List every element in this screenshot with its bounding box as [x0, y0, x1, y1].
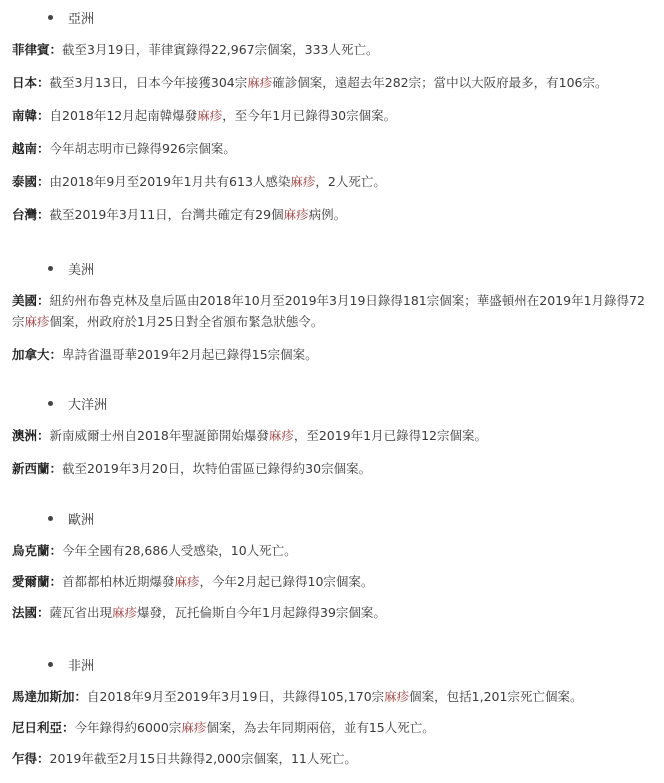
- region-section: [12, 653, 654, 769]
- country-name: 澳洲：: [12, 428, 50, 443]
- country-entry: [12, 290, 654, 332]
- entry-text: 今年全國有28,686人受感染，10人死亡。: [62, 543, 297, 558]
- region-title: 亞洲: [68, 11, 95, 27]
- region-title: 歐洲: [68, 512, 95, 528]
- entry-text: 紐約州布魯克林及皇后區由2018年10月至2019年3月19日錄得181宗個案；華盛頓州在2019年1月錄得72宗: [12, 293, 645, 329]
- entry-text: 個案，包括1,201宗死亡個案。: [409, 689, 583, 704]
- entry-text: ，今年2月起已錄得10宗個案。: [199, 574, 374, 589]
- country-name: 尼日利亞：: [12, 720, 75, 735]
- highlight-keyword: 麻疹: [24, 314, 50, 329]
- highlight-keyword: 麻疹: [290, 174, 316, 189]
- region-heading: [12, 653, 654, 675]
- entry-text: 病例。: [308, 207, 347, 222]
- country-name: 日本：: [12, 75, 50, 90]
- country-entry: [12, 171, 654, 192]
- region-title: 非洲: [68, 658, 95, 674]
- entry-text: 個案，為去年同期兩倍，並有15人死亡。: [206, 720, 435, 735]
- country-name: 新西蘭：: [12, 461, 63, 476]
- entry-text: 截至3月13日，日本今年接獲304宗: [49, 75, 248, 90]
- region-section: [12, 392, 654, 479]
- entry-text: 自2018年12月起南韓爆發: [49, 108, 198, 123]
- bullet-icon: [48, 15, 53, 20]
- country-entry: [12, 344, 654, 365]
- country-entry: [12, 105, 654, 126]
- country-entry: [12, 686, 654, 707]
- country-name: 乍得：: [12, 751, 50, 766]
- region-section: [12, 257, 654, 365]
- country-name: 南韓：: [12, 108, 50, 123]
- bullet-icon: [48, 266, 53, 271]
- entry-text: 薩瓦省出現: [49, 605, 113, 620]
- entry-text: 新南威爾士州自2018年聖誕節開始爆發: [49, 428, 269, 443]
- country-entry: [12, 571, 654, 592]
- region-section: [12, 507, 654, 623]
- country-entry: [12, 458, 654, 479]
- country-entry: [12, 72, 654, 93]
- entry-text: 截至2019年3月11日，台灣共確定有29個: [49, 207, 284, 222]
- bullet-icon: [48, 516, 53, 521]
- country-name: 馬達加斯加：: [12, 689, 88, 704]
- entry-text: 卑詩省溫哥華2019年2月起已錄得15宗個案。: [62, 347, 318, 362]
- country-entry: [12, 204, 654, 225]
- region-heading: [12, 257, 654, 279]
- region-heading: [12, 392, 654, 414]
- region-heading: [12, 507, 654, 529]
- country-name: 加拿大：: [12, 347, 63, 362]
- entry-text: 2019年截至2月15日共錄得2,000宗個案，11人死亡。: [49, 751, 357, 766]
- highlight-keyword: 麻疹: [197, 108, 223, 123]
- entry-text: ，至今年1月已錄得30宗個案。: [222, 108, 397, 123]
- country-entry: [12, 717, 654, 738]
- entry-text: 自2018年9月至2019年3月19日，共錄得105,170宗: [87, 689, 385, 704]
- highlight-keyword: 麻疹: [283, 207, 309, 222]
- region-title: 大洋洲: [68, 397, 108, 413]
- country-entry: [12, 425, 654, 446]
- entry-text: ，2人死亡。: [315, 174, 386, 189]
- entry-text: 今年錄得約6000宗: [74, 720, 182, 735]
- highlight-keyword: 麻疹: [268, 428, 294, 443]
- entry-text: 確診個案，遠超去年282宗；當中以大阪府最多，有106宗。: [272, 75, 608, 90]
- entry-text: 個案，州政府於1月25日對全省頒布緊急狀態令。: [49, 314, 324, 329]
- country-name: 菲律賓：: [12, 42, 63, 57]
- region-section: [12, 6, 654, 225]
- entry-text: 今年胡志明市已錄得926宗個案。: [49, 141, 236, 156]
- highlight-keyword: 麻疹: [112, 605, 138, 620]
- country-entry: [12, 39, 654, 60]
- country-entry: [12, 138, 654, 159]
- bullet-icon: [48, 401, 53, 406]
- entry-text: 首都都柏林近期爆發: [62, 574, 175, 589]
- entry-text: 由2018年9月至2019年1月共有613人感染: [49, 174, 291, 189]
- country-name: 美國：: [12, 293, 50, 308]
- bullet-icon: [48, 662, 53, 667]
- country-name: 泰國：: [12, 174, 50, 189]
- entry-text: 截至3月19日，菲律賓錄得22,967宗個案，333人死亡。: [62, 42, 379, 57]
- highlight-keyword: 麻疹: [247, 75, 273, 90]
- country-name: 越南：: [12, 141, 50, 156]
- highlight-keyword: 麻疹: [174, 574, 200, 589]
- highlight-keyword: 麻疹: [181, 720, 207, 735]
- country-name: 台灣：: [12, 207, 50, 222]
- entry-text: ，至2019年1月已錄得12宗個案。: [293, 428, 488, 443]
- region-heading: [12, 6, 654, 28]
- entry-text: 爆發，瓦托倫斯自今年1月起錄得39宗個案。: [137, 605, 386, 620]
- country-name: 愛爾蘭：: [12, 574, 63, 589]
- country-entry: [12, 540, 654, 561]
- highlight-keyword: 麻疹: [384, 689, 410, 704]
- country-name: 烏克蘭：: [12, 543, 63, 558]
- region-title: 美洲: [68, 262, 95, 278]
- country-entry: [12, 748, 654, 769]
- country-entry: [12, 602, 654, 623]
- entry-text: 截至2019年3月20日，坎特伯雷區已錄得約30宗個案。: [62, 461, 372, 476]
- country-name: 法國：: [12, 605, 50, 620]
